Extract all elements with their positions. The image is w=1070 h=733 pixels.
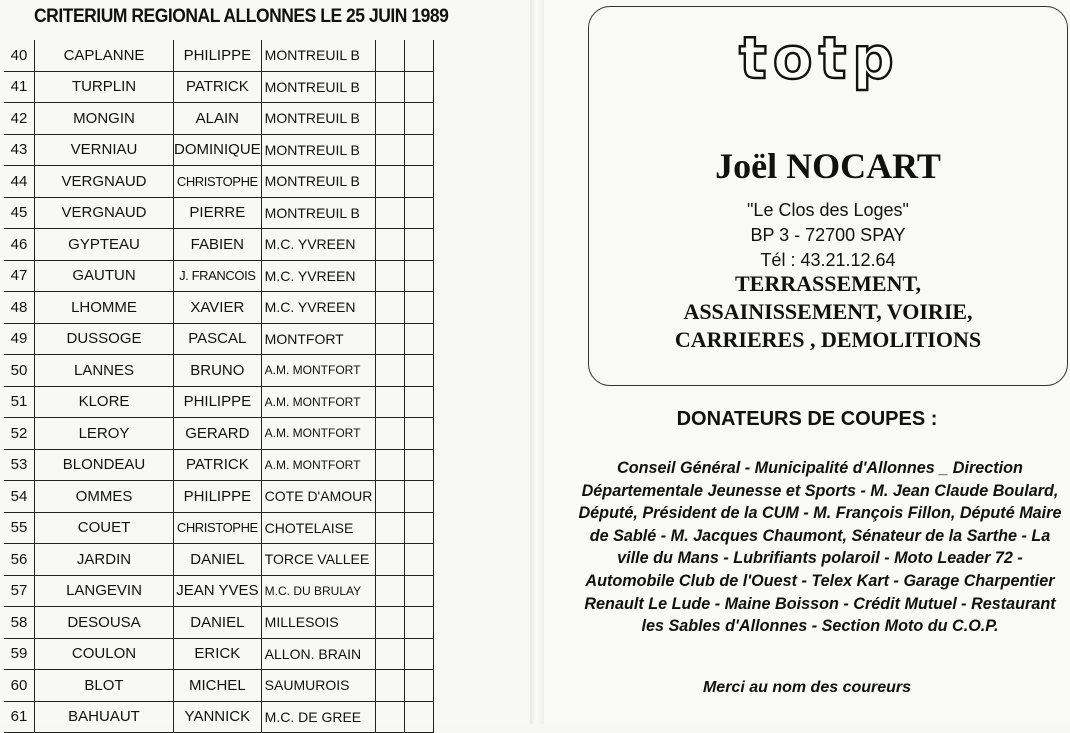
- entry-number: 51: [4, 386, 35, 418]
- entry-number: 58: [4, 607, 35, 639]
- blank-cell: [375, 40, 404, 71]
- entry-surname: LANGEVIN: [35, 575, 174, 607]
- blank-cell: [404, 197, 433, 229]
- entry-club: A.M. MONTFORT: [261, 418, 375, 450]
- blank-cell: [433, 260, 472, 292]
- sponsor-advert: [588, 6, 1068, 386]
- blank-cell: [404, 229, 433, 261]
- table-row: [4, 512, 472, 544]
- blank-cell: [375, 701, 404, 733]
- entry-firstname: YANNICK: [174, 701, 262, 733]
- entry-firstname: MICHEL: [174, 670, 262, 702]
- entry-surname: VERGNAUD: [35, 197, 174, 229]
- entry-surname: DUSSOGE: [35, 323, 174, 355]
- entry-firstname: PHILIPPE: [174, 40, 262, 71]
- blank-cell: [375, 449, 404, 481]
- entry-firstname: PIERRE: [174, 197, 262, 229]
- entry-number: 56: [4, 544, 35, 576]
- blank-cell: [433, 40, 472, 71]
- entry-surname: LEROY: [35, 418, 174, 450]
- blank-cell: [375, 638, 404, 670]
- entry-club: A.M. MONTFORT: [261, 449, 375, 481]
- entry-firstname: PATRICK: [174, 449, 262, 481]
- entry-club: MILLESOIS: [261, 607, 375, 639]
- page-fold: [530, 0, 544, 724]
- entry-number: 60: [4, 670, 35, 702]
- donors-list: Conseil Général - Municipalité d'Allonnes _ Direction Départementale Jeunesse et Sports - M. Jean Claude Boulard, Député, Président de la CUM - M. François Fillon, Député Maire de Sablé - M. Jacques Chaumont, Sénateur de la Sarthe - La ville du Mans - Lubrifiants polaroil - Moto Leader 72 - Automobile Club de l'Ouest - Telex Kart - Garage Charpentier Renault Le Lude - Maine Boisson - Crédit Mutuel - Restaurant les Sables d'Allonnes - Section Moto du C.O.P.: [578, 459, 1062, 636]
- blank-cell: [404, 481, 433, 513]
- entry-club: TORCE VALLEE: [261, 544, 375, 576]
- entry-club: M.C. YVREEN: [261, 260, 375, 292]
- table-row: [4, 449, 472, 481]
- sponsor-address-line2: BP 3 - 72700 SPAY: [750, 225, 906, 245]
- thanks-line: Merci au nom des coureurs: [702, 679, 912, 696]
- entry-number: 47: [4, 260, 35, 292]
- table-row: [4, 607, 472, 639]
- blank-cell: [404, 166, 433, 198]
- entry-club: A.M. MONTFORT: [261, 386, 375, 418]
- entry-surname: COUET: [35, 512, 174, 544]
- right-page: [544, 0, 1070, 724]
- blank-cell: [375, 71, 404, 103]
- blank-cell: [375, 103, 404, 135]
- entry-surname: CAPLANNE: [35, 40, 174, 71]
- table-row: [4, 386, 472, 418]
- table-row: [4, 166, 472, 198]
- blank-cell: [433, 355, 472, 387]
- blank-cell: [433, 607, 472, 639]
- blank-cell: [433, 670, 472, 702]
- blank-cell: [404, 607, 433, 639]
- blank-cell: [375, 512, 404, 544]
- blank-cell: [404, 670, 433, 702]
- blank-cell: [433, 418, 472, 450]
- sponsor-name: Joël NOCART: [715, 146, 941, 186]
- table-row: [4, 638, 472, 670]
- table-row: [4, 197, 472, 229]
- sponsor-trade-line1: TERRASSEMENT,: [734, 271, 922, 296]
- blank-cell: [375, 607, 404, 639]
- blank-cell: [433, 134, 472, 166]
- entry-club: MONTREUIL B: [261, 71, 375, 103]
- blank-cell: [375, 386, 404, 418]
- entry-surname: VERNIAU: [35, 134, 174, 166]
- entry-surname: OMMES: [35, 481, 174, 513]
- entry-club: MONTREUIL B: [261, 103, 375, 135]
- blank-cell: [404, 575, 433, 607]
- entry-firstname: CHRISTOPHE: [174, 512, 262, 544]
- page-title: CRITERIUM REGIONAL ALLONNES LE 25 JUIN 1989: [34, 6, 449, 27]
- table-row: [4, 292, 472, 324]
- blank-cell: [433, 103, 472, 135]
- table-row: [4, 229, 472, 261]
- entry-club: ALLON. BRAIN: [261, 638, 375, 670]
- entry-club: M.C. DE GREE: [261, 701, 375, 733]
- entry-club: MONTFORT: [261, 323, 375, 355]
- entry-firstname: DANIEL: [174, 607, 262, 639]
- table-row: [4, 670, 472, 702]
- entry-firstname: FABIEN: [174, 229, 262, 261]
- entry-club: MONTREUIL B: [261, 166, 375, 198]
- blank-cell: [375, 197, 404, 229]
- blank-cell: [404, 71, 433, 103]
- sponsor-phone: Tél : 43.21.12.64: [760, 250, 896, 270]
- sponsor-trade-line2: ASSAINISSEMENT, VOIRIE,: [683, 299, 973, 324]
- entry-firstname: PHILIPPE: [174, 481, 262, 513]
- entry-club: SAUMUROIS: [261, 670, 375, 702]
- entry-surname: JARDIN: [35, 544, 174, 576]
- entry-club: A.M. MONTFORT: [261, 355, 375, 387]
- table-row: [4, 134, 472, 166]
- blank-cell: [433, 292, 472, 324]
- blank-cell: [375, 575, 404, 607]
- blank-cell: [404, 512, 433, 544]
- blank-cell: [433, 71, 472, 103]
- entry-firstname: XAVIER: [174, 292, 262, 324]
- entry-number: 43: [4, 134, 35, 166]
- entry-number: 57: [4, 575, 35, 607]
- entry-list-table: [4, 40, 472, 733]
- blank-cell: [404, 544, 433, 576]
- entry-surname: BLOT: [35, 670, 174, 702]
- entry-firstname: J. FRANCOIS: [174, 260, 262, 292]
- blank-cell: [404, 260, 433, 292]
- table-row: [4, 355, 472, 387]
- blank-cell: [375, 229, 404, 261]
- entry-firstname: PASCAL: [174, 323, 262, 355]
- blank-cell: [404, 355, 433, 387]
- blank-cell: [375, 292, 404, 324]
- blank-cell: [375, 544, 404, 576]
- sponsor-logo: totp: [739, 24, 900, 92]
- blank-cell: [375, 418, 404, 450]
- blank-cell: [433, 386, 472, 418]
- entry-firstname: BRUNO: [174, 355, 262, 387]
- blank-cell: [404, 418, 433, 450]
- table-row: [4, 323, 472, 355]
- table-row: [4, 701, 472, 733]
- blank-cell: [404, 292, 433, 324]
- entry-firstname: PATRICK: [174, 71, 262, 103]
- entry-firstname: ALAIN: [174, 103, 262, 135]
- entry-club: CHOTELAISE: [261, 512, 375, 544]
- blank-cell: [404, 638, 433, 670]
- entry-firstname: DOMINIQUE: [174, 134, 262, 166]
- entry-number: 45: [4, 197, 35, 229]
- entry-number: 41: [4, 71, 35, 103]
- entry-number: 49: [4, 323, 35, 355]
- entry-number: 53: [4, 449, 35, 481]
- blank-cell: [433, 166, 472, 198]
- blank-cell: [404, 40, 433, 71]
- blank-cell: [404, 449, 433, 481]
- blank-cell: [404, 701, 433, 733]
- entry-surname: KLORE: [35, 386, 174, 418]
- table-row: [4, 71, 472, 103]
- table-row: [4, 418, 472, 450]
- sponsor-address-line1: "Le Clos des Loges": [747, 200, 909, 220]
- entry-surname: LHOMME: [35, 292, 174, 324]
- blank-cell: [433, 481, 472, 513]
- blank-cell: [433, 323, 472, 355]
- donors-title: DONATEURS DE COUPES :: [676, 408, 938, 430]
- table-row: [4, 481, 472, 513]
- blank-cell: [433, 544, 472, 576]
- table-row: [4, 575, 472, 607]
- blank-cell: [433, 197, 472, 229]
- entry-club: M.C. YVREEN: [261, 292, 375, 324]
- entry-surname: VERGNAUD: [35, 166, 174, 198]
- entry-number: 61: [4, 701, 35, 733]
- blank-cell: [375, 134, 404, 166]
- blank-cell: [375, 166, 404, 198]
- sponsor-trade-line3: CARRIERES , DEMOLITIONS: [674, 327, 982, 352]
- table-row: [4, 40, 472, 71]
- entry-surname: GYPTEAU: [35, 229, 174, 261]
- entry-surname: BAHUAUT: [35, 701, 174, 733]
- entry-number: 59: [4, 638, 35, 670]
- entry-surname: GAUTUN: [35, 260, 174, 292]
- entry-number: 44: [4, 166, 35, 198]
- blank-cell: [433, 638, 472, 670]
- entry-number: 48: [4, 292, 35, 324]
- entry-surname: MONGIN: [35, 103, 174, 135]
- blank-cell: [375, 355, 404, 387]
- blank-cell: [375, 323, 404, 355]
- entry-firstname: GERARD: [174, 418, 262, 450]
- entry-club: MONTREUIL B: [261, 134, 375, 166]
- entry-club: M.C. DU BRULAY: [261, 575, 375, 607]
- left-page: [0, 0, 530, 724]
- blank-cell: [404, 386, 433, 418]
- entry-club: MONTREUIL B: [261, 40, 375, 71]
- blank-cell: [375, 670, 404, 702]
- blank-cell: [404, 103, 433, 135]
- entry-number: 55: [4, 512, 35, 544]
- blank-cell: [375, 481, 404, 513]
- entry-club: MONTREUIL B: [261, 197, 375, 229]
- blank-cell: [404, 134, 433, 166]
- entry-firstname: JEAN YVES: [174, 575, 262, 607]
- entry-firstname: ERICK: [174, 638, 262, 670]
- table-row: [4, 103, 472, 135]
- entry-club: COTE D'AMOUR: [261, 481, 375, 513]
- entry-surname: COULON: [35, 638, 174, 670]
- entry-number: 40: [4, 40, 35, 71]
- blank-cell: [433, 449, 472, 481]
- entry-number: 42: [4, 103, 35, 135]
- entry-firstname: DANIEL: [174, 544, 262, 576]
- entry-club: M.C. YVREEN: [261, 229, 375, 261]
- blank-cell: [433, 575, 472, 607]
- blank-cell: [404, 323, 433, 355]
- entry-firstname: CHRISTOPHE: [174, 166, 262, 198]
- entry-number: 54: [4, 481, 35, 513]
- blank-cell: [433, 229, 472, 261]
- entry-number: 52: [4, 418, 35, 450]
- entry-surname: DESOUSA: [35, 607, 174, 639]
- table-row: [4, 544, 472, 576]
- entry-number: 50: [4, 355, 35, 387]
- entry-surname: LANNES: [35, 355, 174, 387]
- blank-cell: [433, 701, 472, 733]
- entry-number: 46: [4, 229, 35, 261]
- entry-surname: BLONDEAU: [35, 449, 174, 481]
- table-row: [4, 260, 472, 292]
- blank-cell: [433, 512, 472, 544]
- entry-surname: TURPLIN: [35, 71, 174, 103]
- entry-firstname: PHILIPPE: [174, 386, 262, 418]
- blank-cell: [375, 260, 404, 292]
